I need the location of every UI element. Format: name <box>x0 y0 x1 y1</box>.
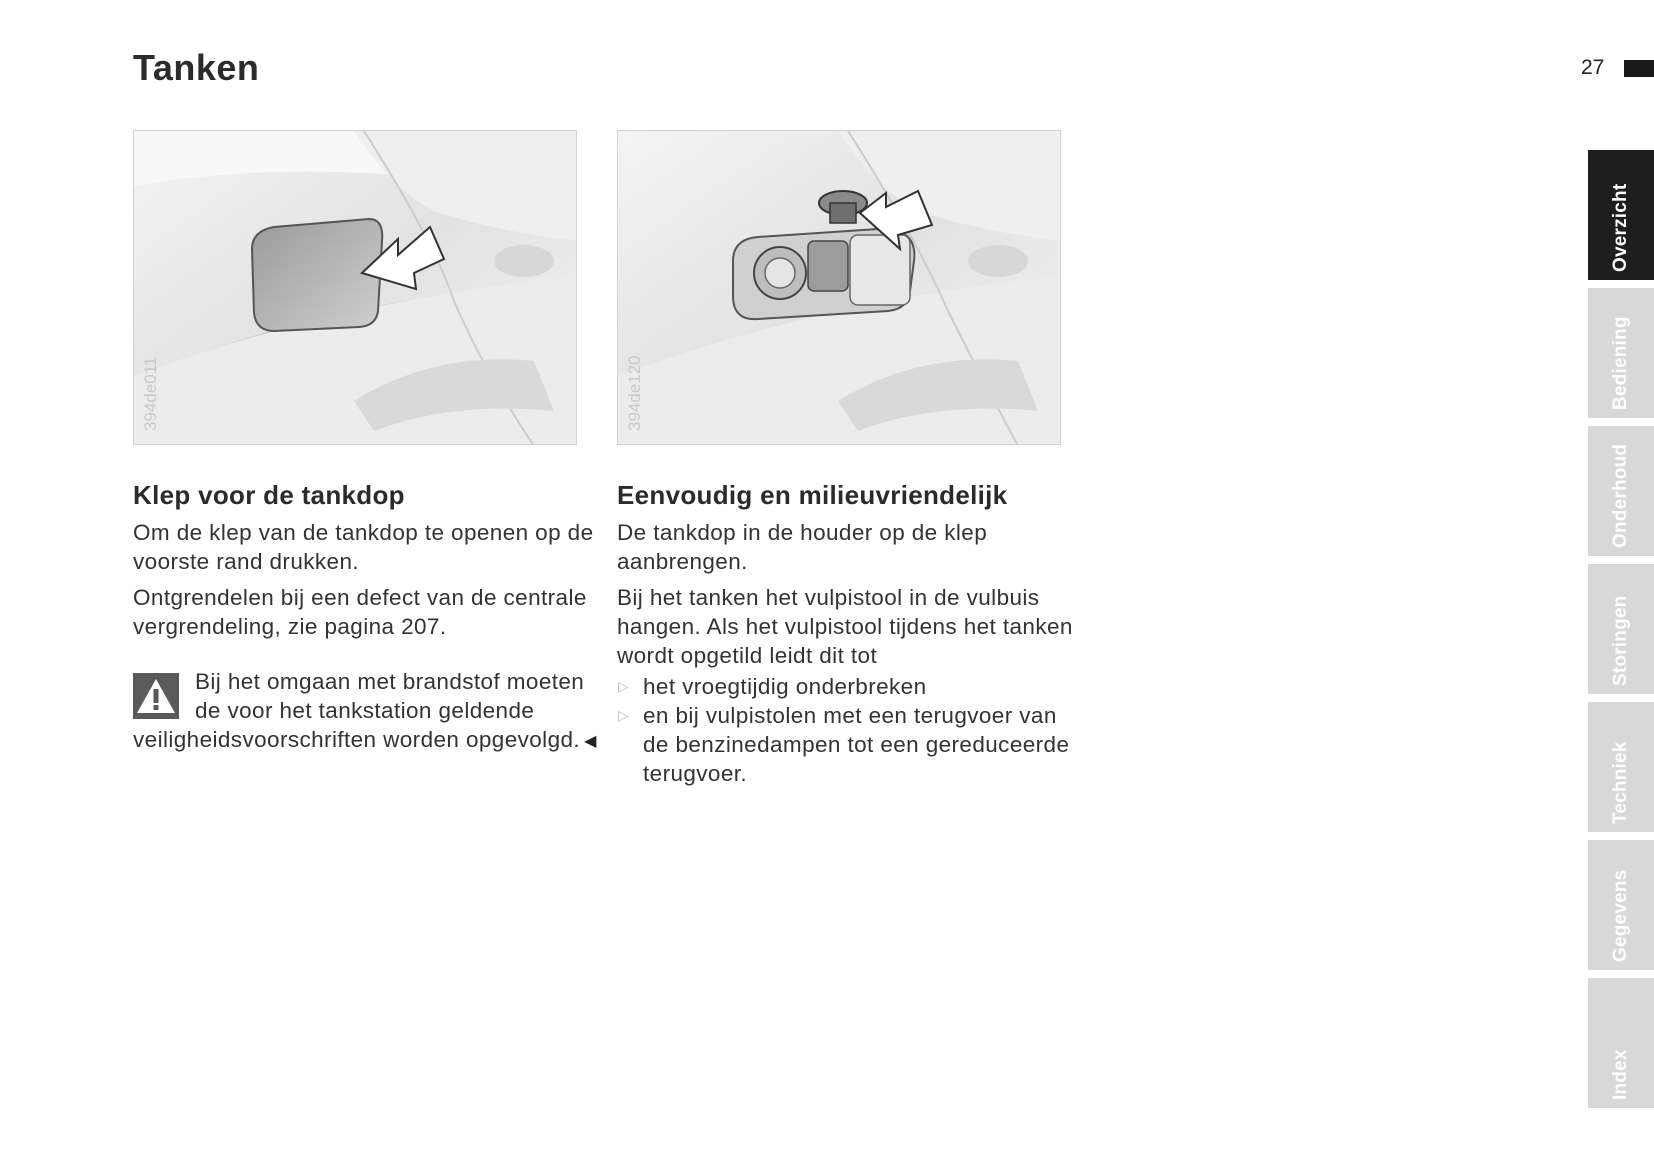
tab-label: Index <box>1610 1049 1631 1100</box>
page-number: 27 <box>1581 56 1605 79</box>
tab-label: Onderhoud <box>1610 443 1631 548</box>
fuel-flap-illustration <box>134 131 577 445</box>
warning-text: Bij het omgaan met brandstof moeten de voor het tankstation geldende veiligheidsvoorschriften worden opgevolgd. <box>133 669 585 752</box>
page-title: Tanken <box>133 47 260 88</box>
tab-gegevens[interactable] <box>1588 840 1654 970</box>
paragraph: De tankdop in de houder op de klep aanbrengen. <box>617 520 988 574</box>
list-item <box>617 701 1087 788</box>
list-item-text: en bij vulpistolen met een terugvoer van de benzinedampen tot een gereduceerde terugvoer. <box>643 703 1070 786</box>
figure-code: 394de011 <box>141 356 160 431</box>
end-mark-icon: ◀ <box>584 733 597 750</box>
tab-label: Storingen <box>1610 595 1631 686</box>
tab-label: Bediening <box>1610 316 1631 410</box>
figure-code: 394de120 <box>625 355 644 431</box>
warning-icon <box>133 673 179 719</box>
figure-fuel-cap-holder <box>617 130 1061 445</box>
tab-techniek[interactable] <box>1588 702 1654 832</box>
tab-overzicht[interactable] <box>1588 150 1654 280</box>
paragraph: Ontgrendelen bij een defect van de centrale vergrendeling, zie pagina 207. <box>133 585 587 639</box>
warning-note <box>133 667 603 756</box>
bullet-icon: ▷ <box>618 678 630 694</box>
tab-label: Overzicht <box>1610 183 1631 272</box>
bullet-icon: ▷ <box>618 707 630 723</box>
list-item <box>617 672 1087 701</box>
right-column <box>617 478 1087 788</box>
tab-label: Gegevens <box>1610 869 1631 962</box>
tab-index[interactable] <box>1588 978 1654 1108</box>
page-marker <box>1624 60 1654 77</box>
tab-storingen[interactable] <box>1588 564 1654 694</box>
tab-bediening[interactable] <box>1588 288 1654 418</box>
fuel-cap-illustration <box>618 131 1061 445</box>
paragraph: Om de klep van de tankdop te openen op de voorste rand drukken. <box>133 520 594 574</box>
tab-onderhoud[interactable] <box>1588 426 1654 556</box>
figure-fuel-flap <box>133 130 577 445</box>
bullet-list <box>617 672 1087 788</box>
section-heading: Eenvoudig en milieuvriendelijk <box>617 480 1008 510</box>
left-column <box>133 478 603 756</box>
paragraph: Bij het tanken het vulpistool in de vulbuis hangen. Als het vulpistool tijdens het tanken wordt opgetild leidt dit tot <box>617 585 1073 668</box>
section-heading: Klep voor de tankdop <box>133 480 405 510</box>
list-item-text: het vroegtijdig onderbreken <box>643 674 927 699</box>
tab-label: Techniek <box>1610 741 1631 824</box>
